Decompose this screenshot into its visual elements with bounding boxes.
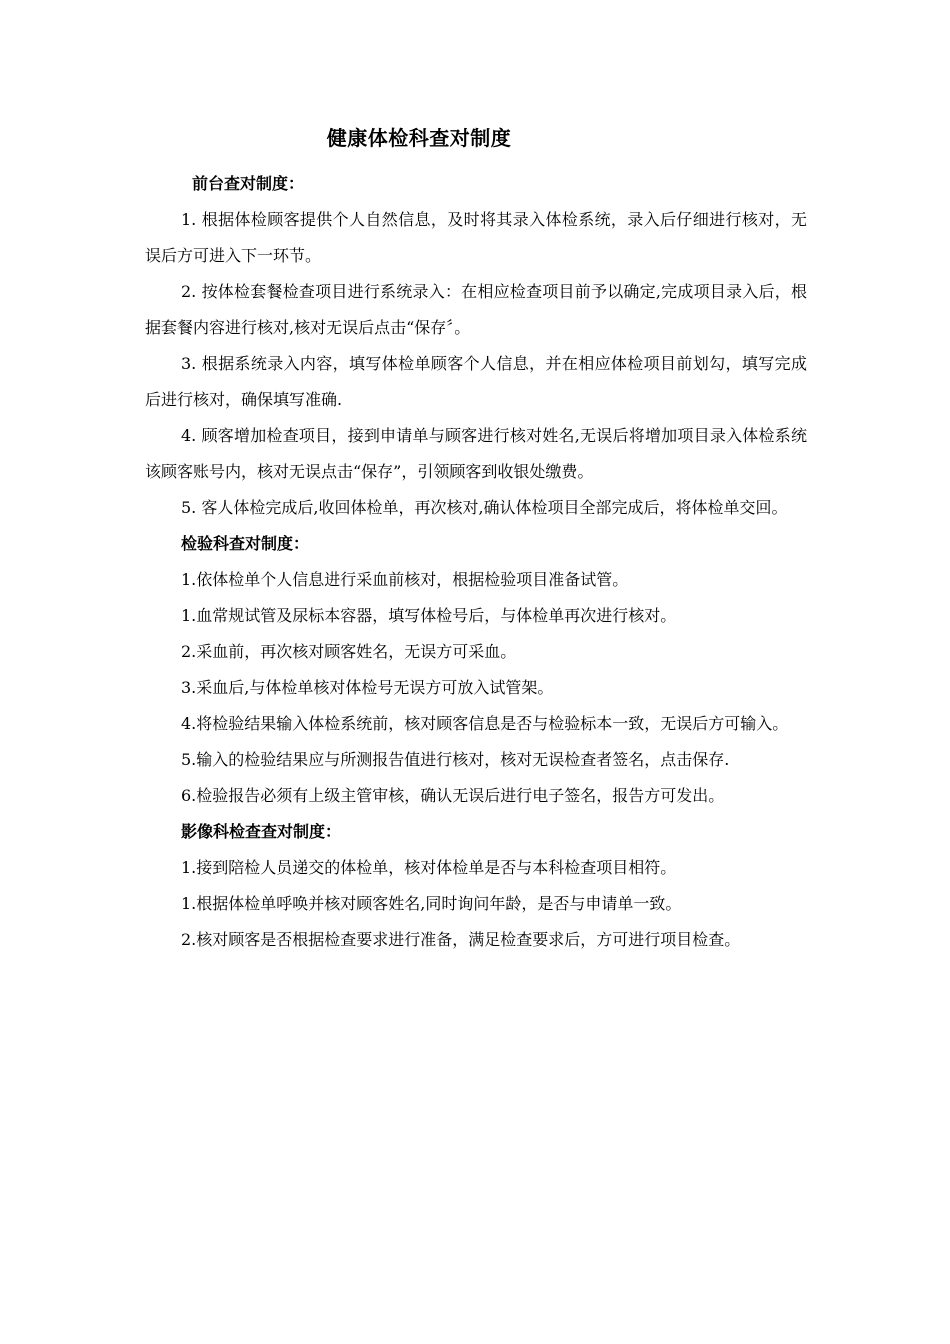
paragraph: 2.核对顾客是否根据检查要求进行准备，满足检查要求后，方可进行项目检查。: [181, 930, 741, 949]
section-front-desk: [145, 166, 807, 526]
section-imaging: [145, 814, 807, 958]
paragraph: 2. 按体检套餐检查项目进行系统录入：在相应检查项目前予以确定,完成项目录入后，根据套餐内容进行核对,核对无误后点击“保存〞。: [145, 282, 807, 337]
paragraph: 1. 根据体检顾客提供个人自然信息，及时将其录入体检系统，录入后仔细进行核对，无误后方可进入下一环节。: [145, 210, 807, 265]
section-heading: 影像科检查查对制度：: [181, 822, 342, 841]
paragraph: 1.血常规试管及尿标本容器，填写体检号后，与体检单再次进行核对。: [181, 606, 677, 625]
paragraph: 4. 顾客增加检查项目，接到申请单与顾客进行核对姓名,无误后将增加项目录入体检系统该顾客账号内，核对无误点击“保存”，引领顾客到收银处缴费。: [145, 426, 807, 481]
section-heading: 检验科查对制度：: [181, 534, 310, 553]
paragraph: 4.将检验结果输入体检系统前，核对顾客信息是否与检验标本一致，无误后方可输入。: [181, 714, 789, 733]
document-body: [145, 166, 807, 958]
paragraph: 3. 根据系统录入内容，填写体检单顾客个人信息，并在相应体检项目前划勾，填写完成后进行核对，确保填写准确.: [145, 354, 807, 409]
section-heading: 前台查对制度：: [192, 174, 305, 193]
document-title: 健康体检科查对制度: [326, 126, 512, 150]
section-laboratory: [145, 526, 807, 814]
paragraph: 1.依体检单个人信息进行采血前核对，根据检验项目准备试管。: [181, 570, 629, 589]
paragraph: 3.采血后,与体检单核对体检号无误方可放入试管架。: [181, 678, 554, 697]
paragraph: 2.采血前，再次核对顾客姓名，无误方可采血。: [181, 642, 517, 661]
paragraph: 5.输入的检验结果应与所测报告值进行核对，核对无误检查者签名，点击保存.: [181, 750, 730, 769]
paragraph: 5. 客人体检完成后,收回体检单，再次核对,确认体检项目全部完成后，将体检单交回。: [181, 498, 788, 517]
paragraph: 6.检验报告必须有上级主管审核，确认无误后进行电子签名，报告方可发出。: [181, 786, 725, 805]
paragraph: 1.接到陪检人员递交的体检单，核对体检单是否与本科检查项目相符。: [181, 858, 677, 877]
paragraph: 1.根据体检单呼唤并核对顾客姓名,同时询问年龄，是否与申请单一致。: [181, 894, 682, 913]
